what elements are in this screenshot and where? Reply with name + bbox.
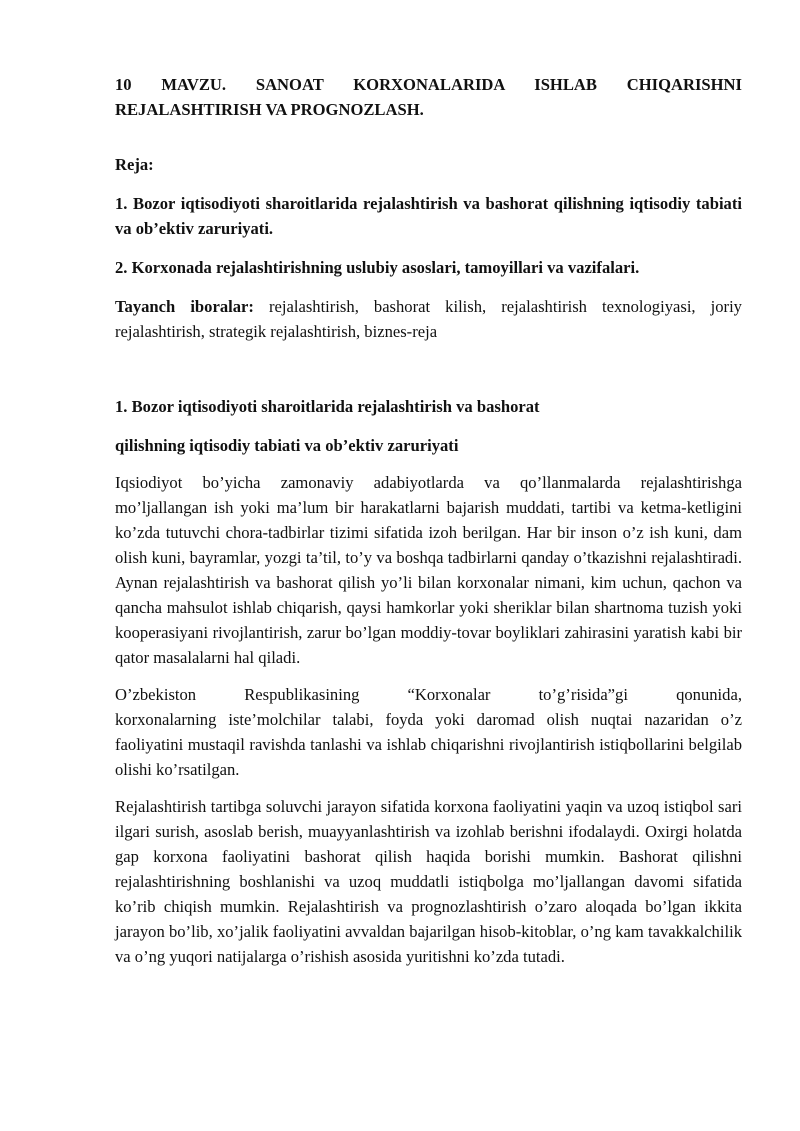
body-paragraph-1: Iqsiodiyot bo’yicha zamonaviy adabiyotlarda va qo’llanmalarda rejalashtirishga mo’ljallangan ish yoki ma’lum bir harakatlarni bajarish muddati, tartibi va ketma-ketligini ko’zda tutuvchi chora-tadbirlar tizimi sifatida izoh berilgan. Har bir inson o’z ish kuni, dam olish kuni, bayramlar, yozgi ta’til, to’y va boshqa tadbirlarni qanday o’tkazishni rejalashtiradi. Aynan rejalashtirish va bashorat qilish yo’li bilan korxonalar nimani, kim uchun, qachon va qancha mahsulot ishlab chiqarish, qaysi hamkorlar yoki sheriklar bilan shartnoma tuzish yoki kooperasiyani rivojlantirish, zarur bo’lgan moddiy-tovar boyliklari zahirasini yaratish kabi bir qator masalalarni hal qiladi. bbox=[115, 473, 742, 667]
plan-label: Reja: bbox=[115, 155, 154, 174]
keywords-paragraph bbox=[115, 294, 742, 344]
paragraph-2-word: O’zbekiston bbox=[115, 685, 197, 704]
plan-item-2: 2. Korxonada rejalashtirishning uslubiy asoslari, tamoyillari va vazifalari. bbox=[115, 258, 640, 277]
body-paragraph-2-first-line bbox=[115, 682, 742, 707]
document-page bbox=[115, 72, 742, 969]
paragraph-2-word: to’g’risida”gi bbox=[538, 685, 628, 704]
keywords-label: Tayanch iboralar: bbox=[115, 297, 254, 316]
document-title: 10 MAVZU. SANOAT KORXONALARIDA ISHLAB CHIQARISHNI REJALASHTIRISH VA PROGNOZLASH. bbox=[115, 75, 742, 119]
body-paragraph-3: Rejalashtirish tartibga soluvchi jarayon sifatida korxona faoliyatini yaqin va uzoq istiqbol sari ilgari surish, asoslab berish, muayyanlashtirish va izohlab berishni ifodalaydi. Oxirgi holatda gap korxona faoliyatini bashorat qilish haqida borishi mumkin. Bashorat qilishni rejalashtirishning boshlanishi va uzoq muddatli istiqbolga mo’ljallangan davomi sifatida ko’rib chiqish mumkin. Rejalashtirish va prognozlashtirish o’zaro aloqada bo’lgan ikkita jarayon bo’lib, xo’jalik faoliyatini avvaldan bajarilgan hisob-kitoblar, o’ng kam tavakkalchilik va o’ng yuqori natijalarga o’rishish asosida yuritishni ko’zda tutadi. bbox=[115, 797, 742, 966]
body-paragraph-2-rest: korxonalarning iste’molchilar talabi, foyda yoki daromad olish nuqtai nazaridan o’z faoliyatini mustaqil ravishda tanlashi va ishlab chiqarishni rivojlantirish istiqbollarini belgilab olishi ko’rsatilgan. bbox=[115, 710, 742, 779]
body-paragraph-2 bbox=[115, 682, 742, 782]
section-heading-line-1: 1. Bozor iqtisodiyoti sharoitlarida rejalashtirish va bashorat bbox=[115, 397, 540, 416]
plan-item-1: 1. Bozor iqtisodiyoti sharoitlarida rejalashtirish va bashorat qilishning iqtisodiy tabiati va ob’ektiv zaruriyati. bbox=[115, 194, 742, 238]
paragraph-2-word: “Korxonalar bbox=[407, 685, 491, 704]
keywords-text: rejalashtirish, bashorat kilish, rejalashtirish texnologiyasi, joriy rejalashtirish, strategik rejalashtirish, biznes-reja bbox=[115, 297, 742, 341]
paragraph-2-word: Respublikasining bbox=[244, 685, 360, 704]
paragraph-2-word: qonunida, bbox=[676, 685, 742, 704]
section-heading-line-2: qilishning iqtisodiy tabiati va ob’ektiv zaruriyati bbox=[115, 436, 459, 455]
